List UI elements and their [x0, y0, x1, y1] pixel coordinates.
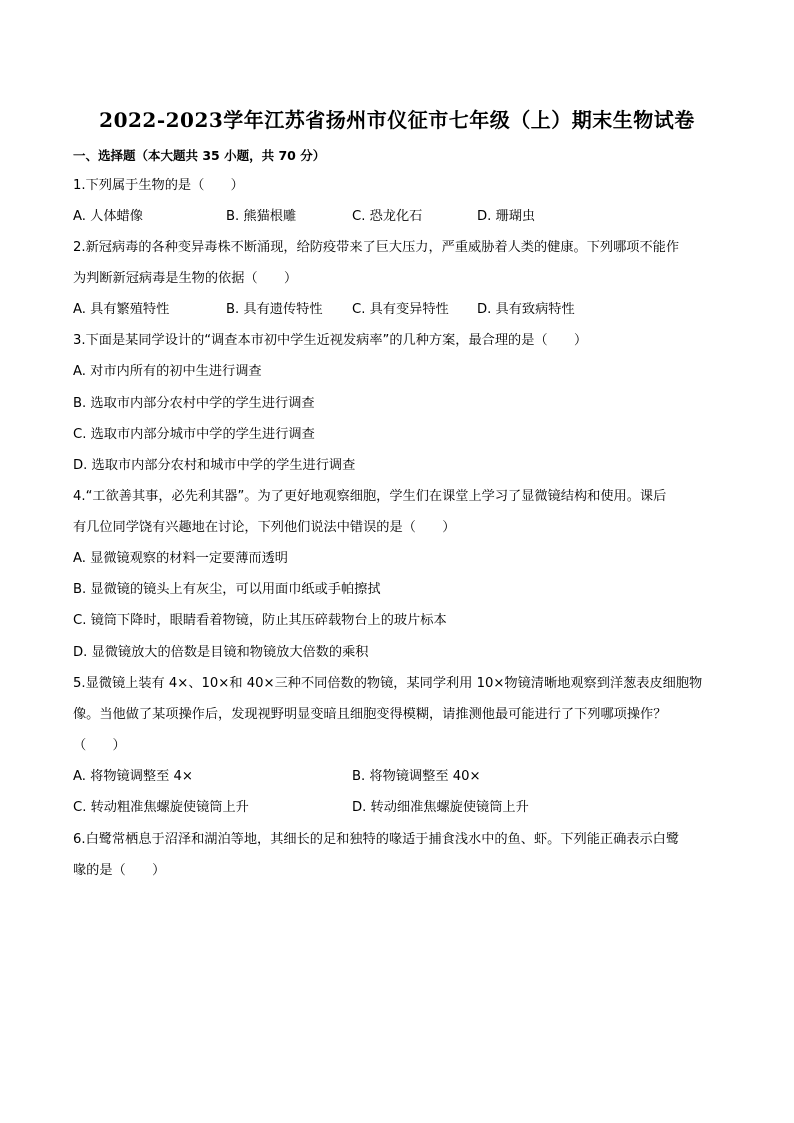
question-5-option-b: B. 将物镜调整至 40× — [352, 769, 481, 784]
question-5-option-d: D. 转动细准焦螺旋使镜筒上升 — [352, 800, 529, 815]
question-3-option-a: A. 对市内所有的初中生进行调查 — [73, 364, 262, 379]
question-1-option-c: C. 恐龙化石 — [352, 209, 423, 224]
question-2-option-a: A. 具有繁殖特性 — [73, 302, 170, 317]
question-2-stem-line-1: 2.新冠病毒的各种变异毒株不断涌现，给防疫带来了巨大压力，严重威胁着人类的健康。下列哪项不能作 — [73, 240, 680, 255]
question-4-option-b: B. 显微镜的镜头上有灰尘，可以用面巾纸或手帕擦拭 — [73, 582, 381, 597]
question-3-option-d: D. 选取市内部分农村和城市中学的学生进行调查 — [73, 458, 356, 473]
question-2-stem-line-2: 为判断新冠病毒是生物的依据（ ） — [73, 271, 298, 286]
question-3-stem: 3.下面是某同学设计的“调查本市初中学生近视发病率”的几种方案，最合理的是（ ） — [73, 333, 588, 348]
question-2-option-c: C. 具有变异特性 — [352, 302, 449, 317]
question-4-option-d: D. 显微镜放大的倍数是目镜和物镜放大倍数的乘积 — [73, 645, 369, 660]
question-4-stem-line-1: 4.“工欲善其事，必先利其器”。为了更好地观察细胞，学生们在课堂上学习了显微镜结构和使用。课后 — [73, 489, 667, 504]
question-5-stem-line-3: （ ） — [73, 738, 126, 753]
question-2-option-b: B. 具有遗传特性 — [226, 302, 323, 317]
question-5-option-c: C. 转动粗准焦螺旋使镜筒上升 — [73, 800, 249, 815]
question-4-option-a: A. 显微镜观察的材料一定要薄而透明 — [73, 551, 288, 566]
question-4-option-c: C. 镜筒下降时，眼睛看着物镜，防止其压碎载物台上的玻片标本 — [73, 613, 447, 628]
question-4-stem-line-2: 有几位同学饶有兴趣地在讨论，下列他们说法中错误的是（ ） — [73, 520, 456, 535]
question-1-stem: 1.下列属于生物的是（ ） — [73, 178, 244, 193]
question-5-stem-line-1: 5.显微镜上装有 4×、10×和 40×三种不同倍数的物镜，某同学利用 10×物镜清晰地观察到洋葱表皮细胞物 — [73, 676, 703, 691]
question-5-option-a: A. 将物镜调整至 4× — [73, 769, 193, 784]
question-1-option-b: B. 熊猫根雕 — [226, 209, 297, 224]
question-3-option-c: C. 选取市内部分城市中学的学生进行调查 — [73, 427, 315, 442]
question-5-stem-line-2: 像。当他做了某项操作后，发现视野明显变暗且细胞变得模糊，请推测他最可能进行了下列哪项操作？ — [73, 707, 667, 722]
question-6-stem-line-2: 喙的是（ ） — [73, 863, 166, 878]
question-6-stem-line-1: 6.白鹭常栖息于沼泽和湖泊等地，其细长的足和独特的喙适于捕食浅水中的鱼、虾。下列能正确表示白鹭 — [73, 832, 680, 847]
question-1-option-d: D. 珊瑚虫 — [477, 209, 536, 224]
question-2-option-d: D. 具有致病特性 — [477, 302, 575, 317]
question-1-option-a: A. 人体蜡像 — [73, 209, 143, 224]
section-heading: 一、选择题（本大题共 35 小题，共 70 分） — [73, 148, 326, 163]
page-title: 2022-2023学年江苏省扬州市仪征市七年级（上）期末生物试卷 — [99, 108, 695, 132]
question-3-option-b: B. 选取市内部分农村中学的学生进行调查 — [73, 396, 315, 411]
